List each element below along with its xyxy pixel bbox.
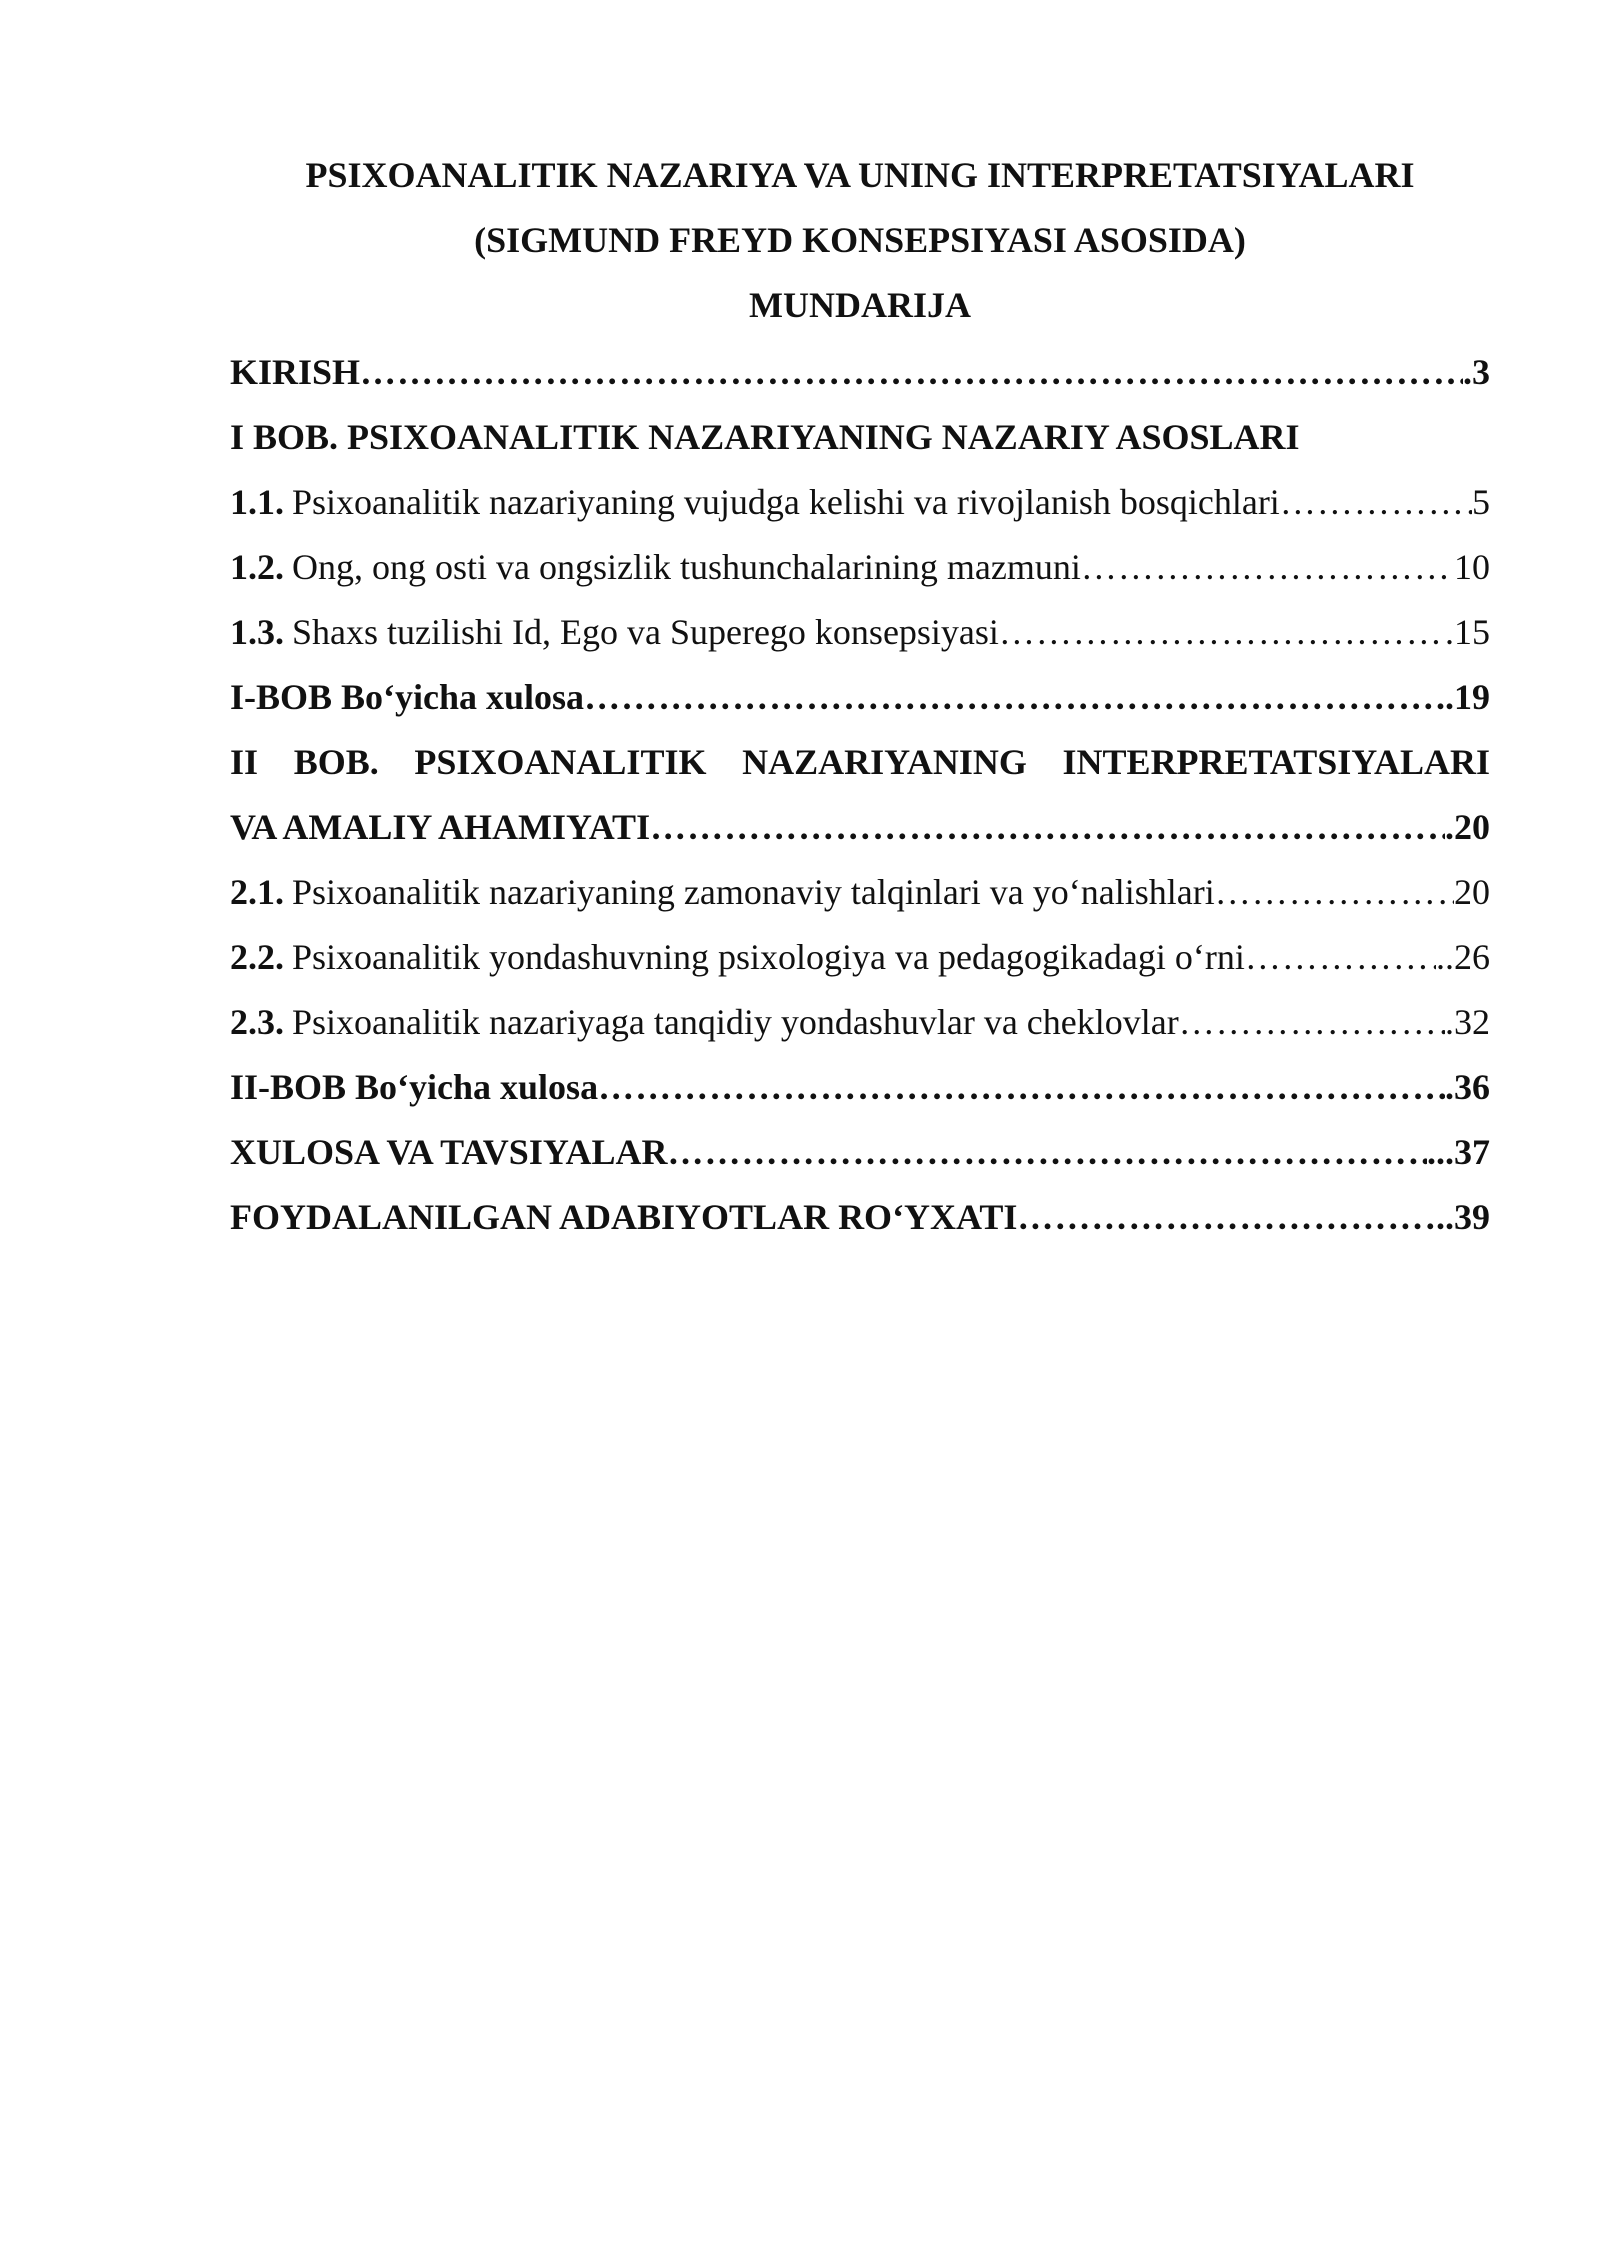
toc-entry-label: FOYDALANILGAN ADABIYOTLAR RO‘YXATI [230, 1197, 1018, 1237]
toc-page-number: .36 [1445, 1067, 1490, 1107]
dot-leader [1245, 935, 1436, 979]
toc-entry-1-3[interactable] [230, 610, 1490, 675]
dot-leader [650, 805, 1445, 849]
toc-chapter-2[interactable] [230, 740, 1490, 805]
toc-chapter-2-continued[interactable] [230, 805, 1490, 870]
toc-section-number: 2.2. [230, 937, 284, 977]
toc-section-number: 1.1. [230, 482, 284, 522]
dot-leader [360, 350, 1463, 394]
toc-entry-chapter-2-summary[interactable] [230, 1065, 1490, 1130]
dot-leader [1017, 1195, 1436, 1239]
toc-section-number: 1.3. [230, 612, 284, 652]
toc-entry-label: Psixoanalitik nazariyaning zamonaviy talqinlari va yo‘nalishlari [292, 872, 1215, 912]
toc-chapter-word: BOB. [293, 742, 379, 782]
toc-entry-2-2[interactable] [230, 935, 1490, 1000]
toc-entry-label: II-BOB Bo‘yicha xulosa [230, 1067, 599, 1107]
toc-entry-label: Shaxs tuzilishi Id, Ego va Superego konsepsiyasi [292, 612, 999, 652]
toc-chapter-1[interactable] [230, 415, 1490, 480]
dot-leader [999, 610, 1445, 654]
toc-page-number: 10 [1454, 547, 1490, 587]
document-subtitle: (SIGMUND FREYD KONSEPSIYASI ASOSIDA) [474, 220, 1246, 260]
toc-entry-references[interactable] [230, 1195, 1490, 1260]
toc-page-number: 5 [1472, 482, 1490, 522]
toc-page-number: .3 [1463, 352, 1490, 392]
toc-section-number: 1.2. [230, 547, 284, 587]
toc-page-number: .32 [1445, 1002, 1490, 1042]
dot-leader [668, 1130, 1427, 1174]
toc-chapter-label: I BOB. PSIXOANALITIK NAZARIYANING NAZARIY ASOSLARI [230, 417, 1300, 457]
toc-page-number: ..26 [1436, 937, 1490, 977]
toc-entry-1-2[interactable] [230, 545, 1490, 610]
toc-page-number: .20 [1445, 807, 1490, 847]
toc-page-number: ..19 [1436, 677, 1490, 717]
toc-page-number: 20 [1454, 872, 1490, 912]
toc-entry-2-3[interactable] [230, 1000, 1490, 1065]
toc-entry-chapter-1-summary[interactable] [230, 675, 1490, 740]
dot-leader [584, 675, 1436, 719]
toc-page-number: ...37 [1427, 1132, 1490, 1172]
toc-entry-label: I-BOB Bo‘yicha xulosa [230, 677, 585, 717]
dot-leader [1179, 1000, 1445, 1044]
toc-chapter-word: II [230, 742, 259, 782]
dot-leader [1081, 545, 1454, 589]
dot-leader [1215, 870, 1454, 914]
toc-chapter-word: NAZARIYANING [742, 742, 1027, 782]
toc-section-number: 2.3. [230, 1002, 284, 1042]
toc-entry-1-1[interactable] [230, 480, 1490, 545]
dot-leader [598, 1065, 1445, 1109]
toc-entry-label: Psixoanalitik nazariyaga tanqidiy yondashuvlar va cheklovlar [292, 1002, 1179, 1042]
toc-chapter-word: INTERPRETATSIYALARI [1062, 742, 1490, 782]
toc-page-number: ..39 [1436, 1197, 1490, 1237]
toc-entry-label: Psixoanalitik yondashuvning psixologiya va pedagogikadagi o‘rni [292, 937, 1245, 977]
toc-entry-2-1[interactable] [230, 870, 1490, 935]
dot-leader [1280, 480, 1472, 524]
toc-chapter-word: PSIXOANALITIK [414, 742, 707, 782]
toc-section-number: 2.1. [230, 872, 284, 912]
document-title: PSIXOANALITIK NAZARIYA VA UNING INTERPRETATSIYALARI [305, 155, 1415, 195]
table-of-contents [230, 350, 1490, 1260]
toc-entry-label: KIRISH [230, 352, 361, 392]
toc-entry-label: Ong, ong osti va ongsizlik tushunchalarining mazmuni [292, 547, 1081, 587]
contents-heading: MUNDARIJA [749, 285, 971, 325]
toc-entry-label: XULOSA VA TAVSIYALAR [230, 1132, 668, 1172]
toc-entry-kirish[interactable] [230, 350, 1490, 415]
toc-page-number: .15 [1445, 612, 1490, 652]
toc-entry-conclusion[interactable] [230, 1130, 1490, 1195]
toc-entry-label: Psixoanalitik nazariyaning vujudga kelishi va rivojlanish bosqichlari [292, 482, 1280, 522]
toc-chapter-label: VA AMALIY AHAMIYATI [230, 807, 651, 847]
